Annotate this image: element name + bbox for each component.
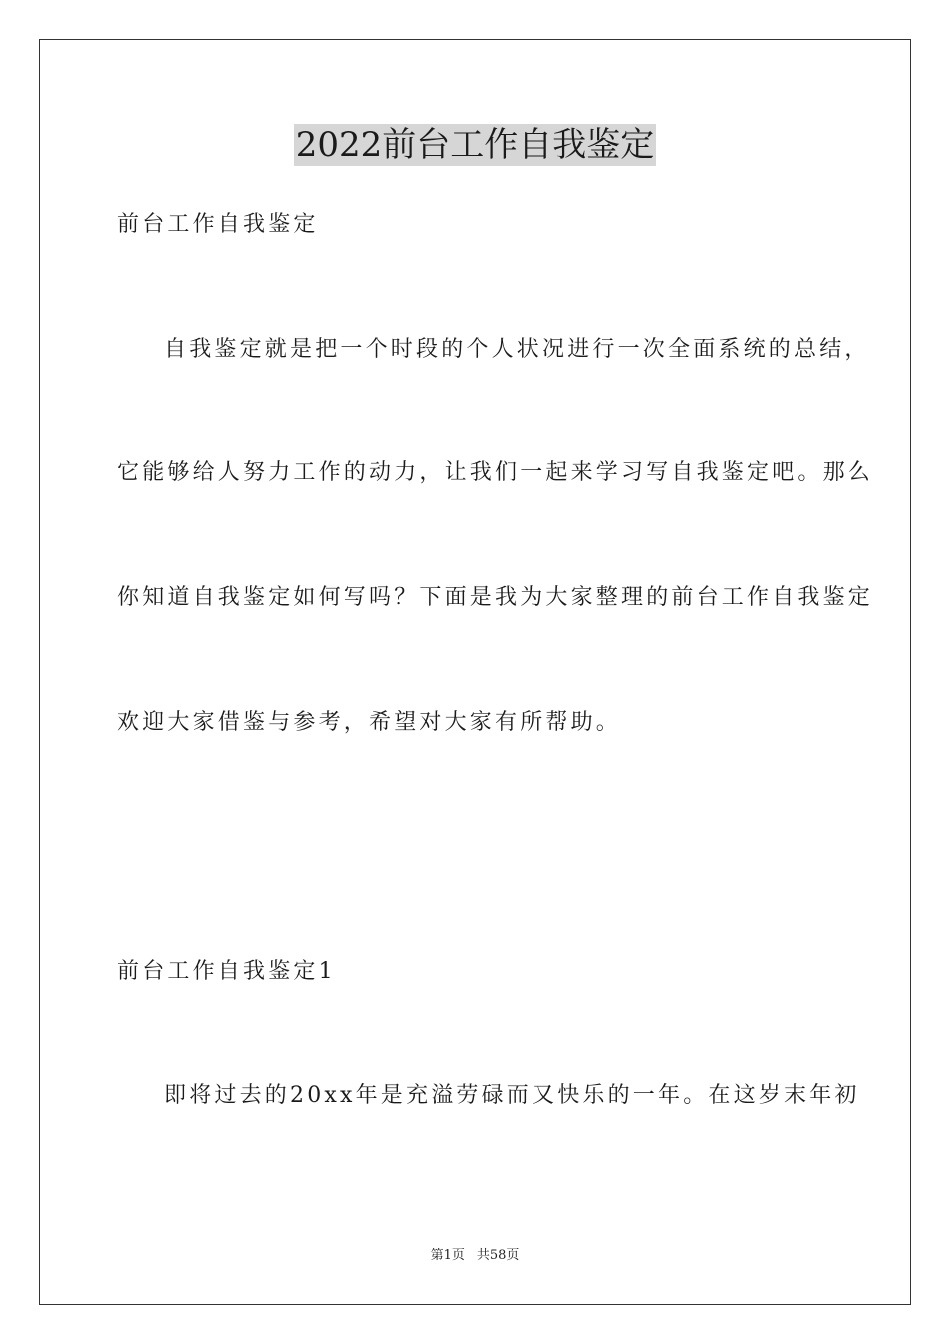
document-subtitle: 前台工作自我鉴定 — [117, 212, 319, 237]
intro-line-1: 自我鉴定就是把一个时段的个人状况进行一次全面系统的总结， — [164, 337, 870, 362]
title-wrap — [0, 124, 950, 166]
page-number-total: 共58页 — [476, 1248, 520, 1263]
intro-line-2: 它能够给人努力工作的动力，让我们一起来学习写自我鉴定吧。那么 — [117, 460, 874, 485]
intro-line-4: 欢迎大家借鉴与参考，希望对大家有所帮助。 — [117, 710, 622, 735]
document-title: 2022前台工作自我鉴定 — [295, 125, 655, 165]
section-paragraph-line-1: 即将过去的20xx年是充溢劳碌而又快乐的一年。在这岁末年初 — [164, 1083, 860, 1108]
page-footer — [0, 1248, 950, 1264]
page-number-current: 第1页 — [430, 1248, 465, 1263]
section-heading: 前台工作自我鉴定1 — [117, 959, 336, 984]
intro-line-3: 你知道自我鉴定如何写吗？下面是我为大家整理的前台工作自我鉴定 — [117, 585, 874, 610]
